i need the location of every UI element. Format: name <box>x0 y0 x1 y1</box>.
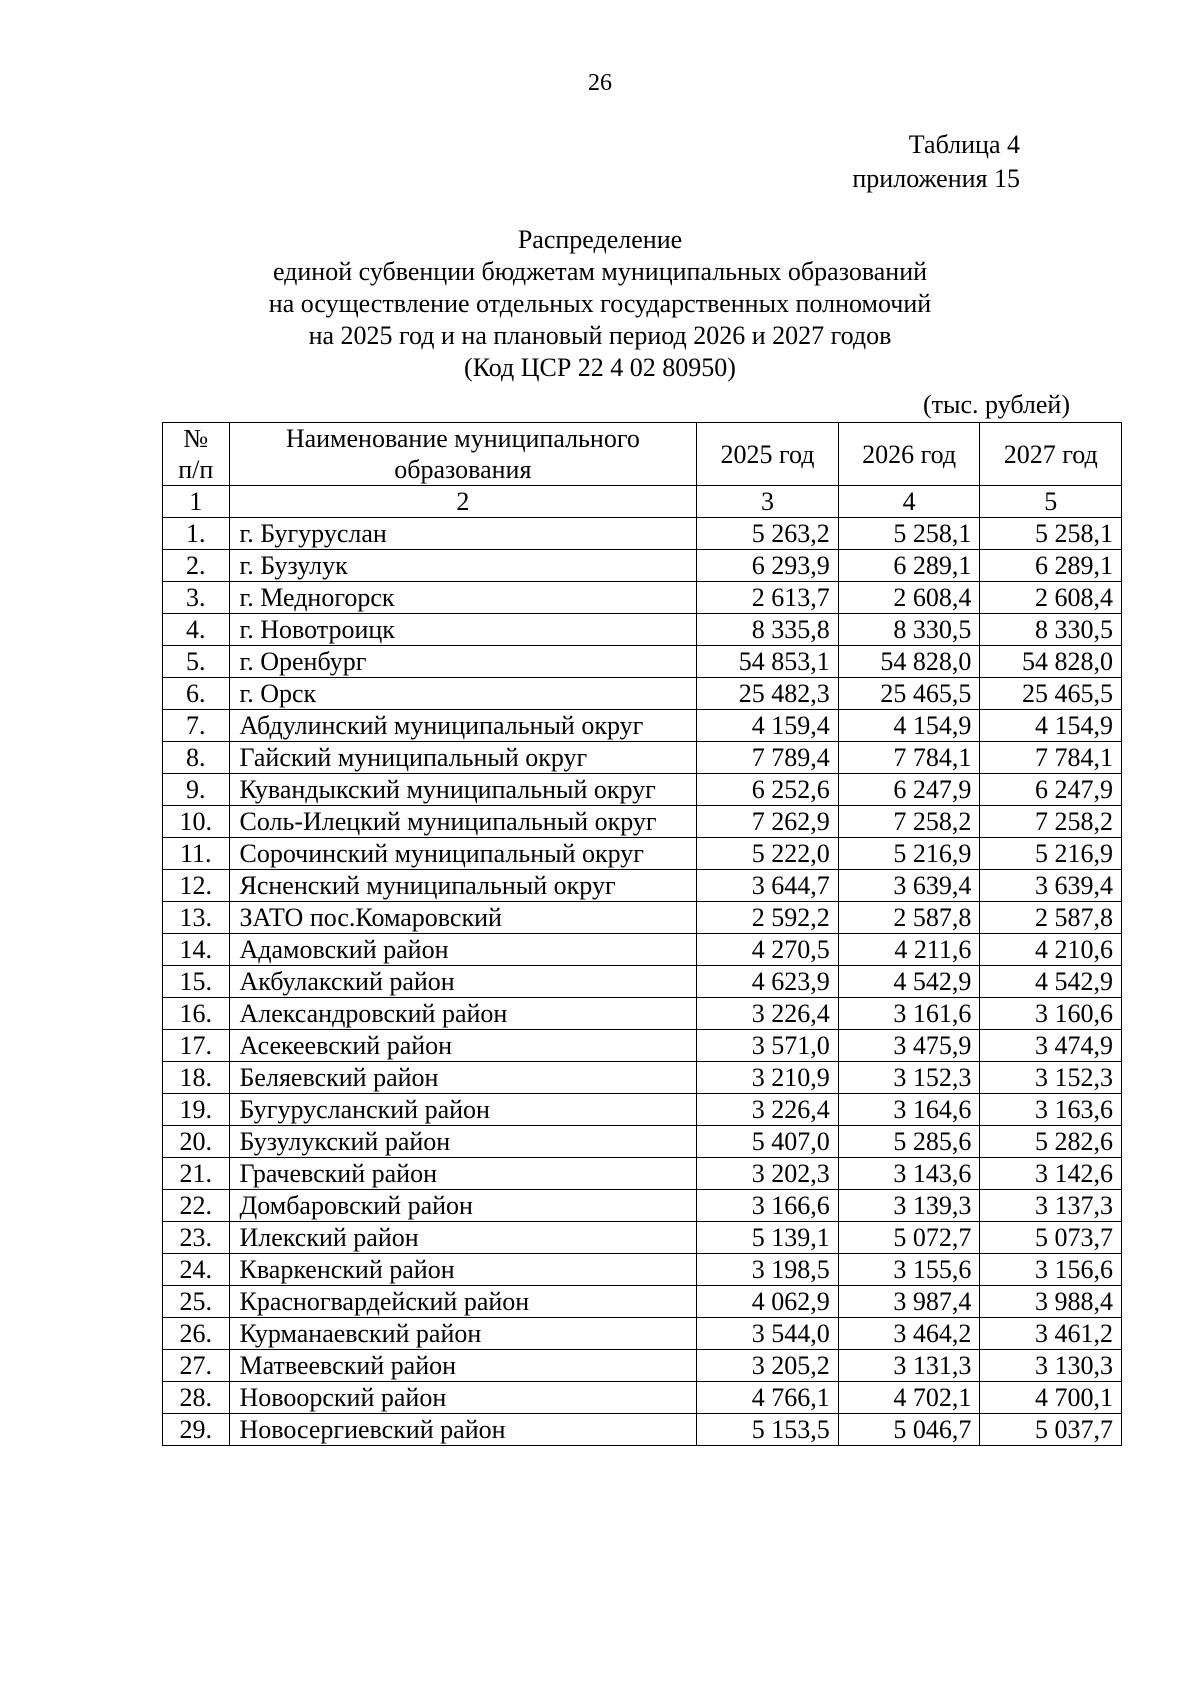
amount-2027: 5 282,6 <box>980 1126 1122 1158</box>
table-row <box>163 1126 1122 1158</box>
appendix-annex-label: приложения 15 <box>852 164 1020 193</box>
municipality-name: Ясненский муниципальный округ <box>229 870 697 902</box>
amount-2027: 5 216,9 <box>980 838 1122 870</box>
municipality-name: Соль-Илецкий муниципальный округ <box>229 806 697 838</box>
amount-2026: 2 587,8 <box>838 902 980 934</box>
amount-2026: 6 247,9 <box>838 774 980 806</box>
amount-2026: 3 152,3 <box>838 1062 980 1094</box>
amount-2027: 3 152,3 <box>980 1062 1122 1094</box>
column-index: 4 <box>838 486 980 518</box>
amount-2026: 6 289,1 <box>838 550 980 582</box>
table-row <box>163 742 1122 774</box>
amount-2026: 7 784,1 <box>838 742 980 774</box>
table-row <box>163 934 1122 966</box>
table-row <box>163 1286 1122 1318</box>
appendix-reference <box>852 128 1020 196</box>
amount-2025: 7 262,9 <box>697 806 839 838</box>
municipality-name: ЗАТО пос.Комаровский <box>229 902 697 934</box>
municipality-name: Бугурусланский район <box>229 1094 697 1126</box>
amount-2027: 3 156,6 <box>980 1254 1122 1286</box>
row-number: 12. <box>163 870 230 902</box>
table-row <box>163 806 1122 838</box>
amount-2026: 8 330,5 <box>838 614 980 646</box>
amount-2027: 3 142,6 <box>980 1158 1122 1190</box>
amount-2025: 5 222,0 <box>697 838 839 870</box>
amount-2025: 3 198,5 <box>697 1254 839 1286</box>
amount-2025: 3 544,0 <box>697 1318 839 1350</box>
row-number: 8. <box>163 742 230 774</box>
column-index: 3 <box>697 486 839 518</box>
document-title <box>150 224 1050 384</box>
amount-2026: 3 131,3 <box>838 1350 980 1382</box>
amount-2025: 4 766,1 <box>697 1382 839 1414</box>
municipality-name: Новосергиевский район <box>229 1414 697 1446</box>
column-index: 2 <box>229 486 697 518</box>
amount-2025: 7 789,4 <box>697 742 839 774</box>
row-number: 7. <box>163 710 230 742</box>
table-row <box>163 1030 1122 1062</box>
amount-2026: 3 161,6 <box>838 998 980 1030</box>
amount-2025: 4 623,9 <box>697 966 839 998</box>
page-number: 26 <box>588 70 612 96</box>
row-number: 26. <box>163 1318 230 1350</box>
title-line-1: Распределение <box>517 225 683 254</box>
amount-2025: 3 226,4 <box>697 998 839 1030</box>
amount-2025: 3 644,7 <box>697 870 839 902</box>
table-row <box>163 998 1122 1030</box>
row-number: 15. <box>163 966 230 998</box>
amount-2025: 8 335,8 <box>697 614 839 646</box>
amount-2027: 5 258,1 <box>980 518 1122 550</box>
amount-2025: 5 407,0 <box>697 1126 839 1158</box>
municipality-name: Грачевский район <box>229 1158 697 1190</box>
table-body <box>163 518 1122 1446</box>
amount-2025: 6 293,9 <box>697 550 839 582</box>
municipality-name: Александровский район <box>229 998 697 1030</box>
title-line-2: единой субвенции бюджетам муниципальных образований <box>272 257 928 286</box>
amount-2026: 4 154,9 <box>838 710 980 742</box>
amount-2026: 3 143,6 <box>838 1158 980 1190</box>
amount-2025: 6 252,6 <box>697 774 839 806</box>
amount-2026: 5 216,9 <box>838 838 980 870</box>
amount-2026: 2 608,4 <box>838 582 980 614</box>
table-row <box>163 582 1122 614</box>
table-row <box>163 1350 1122 1382</box>
header-2025: 2025 год <box>697 423 839 486</box>
row-number: 13. <box>163 902 230 934</box>
table-row <box>163 614 1122 646</box>
amount-2025: 3 202,3 <box>697 1158 839 1190</box>
row-number: 17. <box>163 1030 230 1062</box>
municipality-name: г. Оренбург <box>229 646 697 678</box>
amount-2027: 3 163,6 <box>980 1094 1122 1126</box>
amount-2025: 3 166,6 <box>697 1190 839 1222</box>
amount-2026: 3 475,9 <box>838 1030 980 1062</box>
table-row <box>163 1190 1122 1222</box>
row-number: 19. <box>163 1094 230 1126</box>
municipality-name: г. Медногорск <box>229 582 697 614</box>
amount-2026: 3 164,6 <box>838 1094 980 1126</box>
row-number: 28. <box>163 1382 230 1414</box>
amount-2027: 2 608,4 <box>980 582 1122 614</box>
municipality-name: Адамовский район <box>229 934 697 966</box>
table-row <box>163 902 1122 934</box>
row-number: 25. <box>163 1286 230 1318</box>
amount-2027: 2 587,8 <box>980 902 1122 934</box>
column-index: 5 <box>980 486 1122 518</box>
row-number: 10. <box>163 806 230 838</box>
amount-2027: 4 210,6 <box>980 934 1122 966</box>
amount-2025: 5 153,5 <box>697 1414 839 1446</box>
amount-2027: 4 700,1 <box>980 1382 1122 1414</box>
row-number: 27. <box>163 1350 230 1382</box>
units-label: (тыс. рублей) <box>922 390 1070 419</box>
amount-2027: 4 542,9 <box>980 966 1122 998</box>
amount-2027: 3 461,2 <box>980 1318 1122 1350</box>
row-number: 6. <box>163 678 230 710</box>
municipality-name: Абдулинский муниципальный округ <box>229 710 697 742</box>
municipality-name: г. Орск <box>229 678 697 710</box>
municipality-name: г. Бугуруслан <box>229 518 697 550</box>
amount-2025: 4 062,9 <box>697 1286 839 1318</box>
municipality-name: Кувандыкский муниципальный округ <box>229 774 697 806</box>
amount-2026: 4 542,9 <box>838 966 980 998</box>
table-row <box>163 1158 1122 1190</box>
amount-2026: 25 465,5 <box>838 678 980 710</box>
subvention-table <box>162 422 1122 1446</box>
amount-2027: 3 639,4 <box>980 870 1122 902</box>
municipality-name: Новоорский район <box>229 1382 697 1414</box>
amount-2026: 3 987,4 <box>838 1286 980 1318</box>
amount-2026: 5 046,7 <box>838 1414 980 1446</box>
table-row <box>163 1222 1122 1254</box>
title-line-3: на осуществление отдельных государственных полномочий <box>268 289 932 318</box>
municipality-name: Акбулакский район <box>229 966 697 998</box>
amount-2026: 3 639,4 <box>838 870 980 902</box>
table-row <box>163 646 1122 678</box>
appendix-table-label: Таблица 4 <box>908 130 1020 159</box>
amount-2026: 5 258,1 <box>838 518 980 550</box>
table-row <box>163 1062 1122 1094</box>
header-number: № п/п <box>163 423 230 486</box>
column-index: 1 <box>163 486 230 518</box>
amount-2027: 54 828,0 <box>980 646 1122 678</box>
amount-2025: 5 139,1 <box>697 1222 839 1254</box>
amount-2026: 54 828,0 <box>838 646 980 678</box>
amount-2027: 7 784,1 <box>980 742 1122 774</box>
amount-2027: 5 073,7 <box>980 1222 1122 1254</box>
row-number: 4. <box>163 614 230 646</box>
row-number: 24. <box>163 1254 230 1286</box>
municipality-name: Сорочинский муниципальный округ <box>229 838 697 870</box>
municipality-name: Матвеевский район <box>229 1350 697 1382</box>
row-number: 23. <box>163 1222 230 1254</box>
amount-2027: 5 037,7 <box>980 1414 1122 1446</box>
title-line-4: на 2025 год и на плановый период 2026 и 2027 годов <box>308 321 892 350</box>
amount-2027: 3 988,4 <box>980 1286 1122 1318</box>
row-number: 18. <box>163 1062 230 1094</box>
amount-2027: 7 258,2 <box>980 806 1122 838</box>
table-row <box>163 870 1122 902</box>
municipality-name: Беляевский район <box>229 1062 697 1094</box>
amount-2026: 4 702,1 <box>838 1382 980 1414</box>
municipality-name: Асекеевский район <box>229 1030 697 1062</box>
municipality-name: Илекский район <box>229 1222 697 1254</box>
row-number: 20. <box>163 1126 230 1158</box>
amount-2026: 5 285,6 <box>838 1126 980 1158</box>
table-row <box>163 1414 1122 1446</box>
table-row <box>163 966 1122 998</box>
amount-2026: 4 211,6 <box>838 934 980 966</box>
column-index-row <box>163 486 1122 518</box>
municipality-name: Домбаровский район <box>229 1190 697 1222</box>
table-row <box>163 1094 1122 1126</box>
row-number: 2. <box>163 550 230 582</box>
amount-2025: 2 613,7 <box>697 582 839 614</box>
amount-2025: 3 571,0 <box>697 1030 839 1062</box>
amount-2025: 2 592,2 <box>697 902 839 934</box>
row-number: 22. <box>163 1190 230 1222</box>
amount-2025: 3 210,9 <box>697 1062 839 1094</box>
table-row <box>163 1254 1122 1286</box>
municipality-name: Гайский муниципальный округ <box>229 742 697 774</box>
amount-2025: 4 159,4 <box>697 710 839 742</box>
table-row <box>163 710 1122 742</box>
row-number: 29. <box>163 1414 230 1446</box>
row-number: 1. <box>163 518 230 550</box>
table-row <box>163 838 1122 870</box>
municipality-name: г. Новотроицк <box>229 614 697 646</box>
row-number: 5. <box>163 646 230 678</box>
header-2027: 2027 год <box>980 423 1122 486</box>
row-number: 3. <box>163 582 230 614</box>
municipality-name: Бузулукский район <box>229 1126 697 1158</box>
amount-2027: 6 289,1 <box>980 550 1122 582</box>
amount-2025: 54 853,1 <box>697 646 839 678</box>
amount-2026: 3 464,2 <box>838 1318 980 1350</box>
amount-2027: 4 154,9 <box>980 710 1122 742</box>
row-number: 16. <box>163 998 230 1030</box>
amount-2026: 3 139,3 <box>838 1190 980 1222</box>
table-row <box>163 550 1122 582</box>
table-header-row <box>163 423 1122 486</box>
amount-2026: 3 155,6 <box>838 1254 980 1286</box>
amount-2027: 25 465,5 <box>980 678 1122 710</box>
table-row <box>163 774 1122 806</box>
municipality-name: Кваркенский район <box>229 1254 697 1286</box>
municipality-name: г. Бузулук <box>229 550 697 582</box>
amount-2027: 3 474,9 <box>980 1030 1122 1062</box>
row-number: 9. <box>163 774 230 806</box>
header-name: Наименование муниципального образования <box>229 423 697 486</box>
row-number: 21. <box>163 1158 230 1190</box>
municipality-name: Красногвардейский район <box>229 1286 697 1318</box>
amount-2027: 3 130,3 <box>980 1350 1122 1382</box>
table-row <box>163 1318 1122 1350</box>
table-row <box>163 518 1122 550</box>
header-2026: 2026 год <box>838 423 980 486</box>
table-row <box>163 1382 1122 1414</box>
row-number: 14. <box>163 934 230 966</box>
municipality-name: Курманаевский район <box>229 1318 697 1350</box>
amount-2025: 3 205,2 <box>697 1350 839 1382</box>
amount-2027: 8 330,5 <box>980 614 1122 646</box>
amount-2025: 5 263,2 <box>697 518 839 550</box>
title-line-5: (Код ЦСР 22 4 02 80950) <box>464 353 736 382</box>
amount-2027: 3 160,6 <box>980 998 1122 1030</box>
row-number: 11. <box>163 838 230 870</box>
amount-2025: 4 270,5 <box>697 934 839 966</box>
amount-2027: 3 137,3 <box>980 1190 1122 1222</box>
amount-2027: 6 247,9 <box>980 774 1122 806</box>
amount-2026: 5 072,7 <box>838 1222 980 1254</box>
amount-2025: 3 226,4 <box>697 1094 839 1126</box>
amount-2025: 25 482,3 <box>697 678 839 710</box>
amount-2026: 7 258,2 <box>838 806 980 838</box>
table-row <box>163 678 1122 710</box>
